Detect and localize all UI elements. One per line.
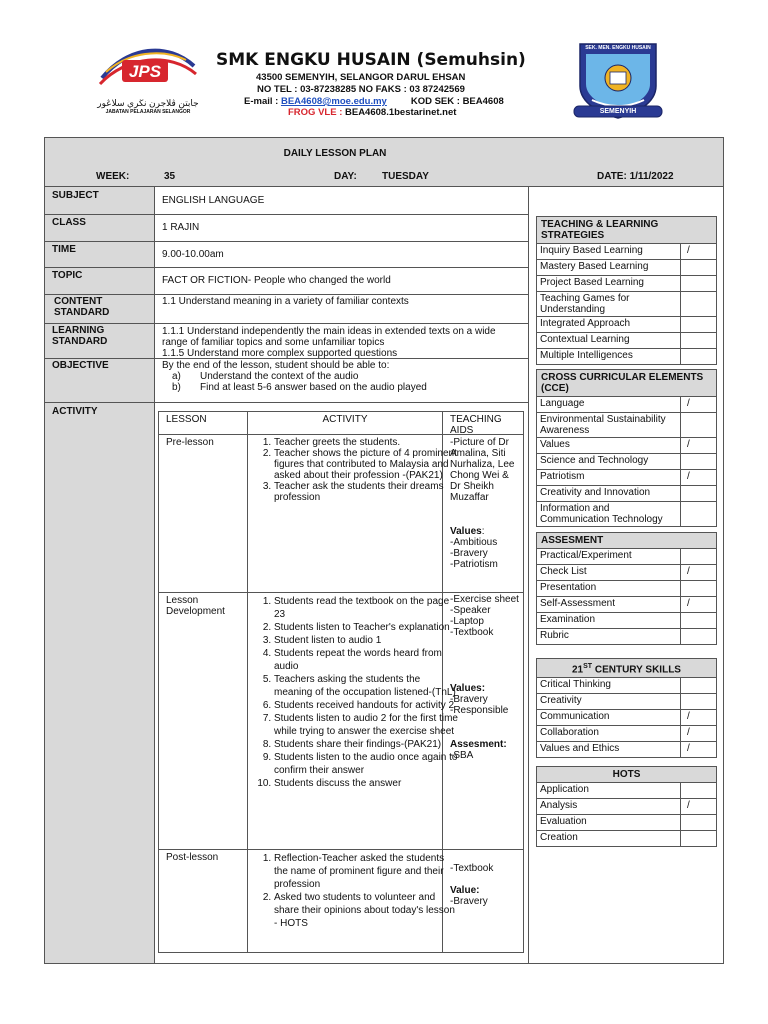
list-item: 1. Teacher greets the students. [274, 437, 460, 448]
list-item: 10. Students discuss the answer [274, 777, 460, 790]
list-item: 7. Students listen to audio 2 for the first time while trying to answer the exercise sheet [274, 712, 460, 738]
table-row: Application [537, 783, 717, 799]
crest-bottom-text: SEMENYIH [599, 108, 637, 115]
check-cell[interactable] [681, 276, 717, 292]
jps-logo [98, 40, 198, 100]
list-item: 5. Teachers asking the students the meaning of the occupation listened-(TnL) [274, 673, 460, 699]
check-cell[interactable] [681, 815, 717, 831]
check-cell[interactable]: / [681, 597, 717, 613]
table-row: Check List / [537, 565, 717, 581]
school-phone: NO TEL : 03-87238285 NO FAKS : 03 87242569 [257, 84, 465, 95]
assessment-title: ASSESMENT [537, 533, 717, 549]
check-cell[interactable]: / [681, 470, 717, 486]
check-cell[interactable] [681, 581, 717, 597]
list-item: 9. Students listen to the audio once again to confirm their answer [274, 751, 460, 777]
check-cell[interactable] [681, 454, 717, 470]
check-cell[interactable] [681, 333, 717, 349]
table-row: Examination [537, 613, 717, 629]
check-cell[interactable] [681, 678, 717, 694]
check-cell[interactable] [681, 486, 717, 502]
check-cell[interactable]: / [681, 565, 717, 581]
strategies-title: TEACHING & LEARNING STRATEGIES [537, 217, 717, 244]
table-row: Information and Communication Technology [537, 502, 717, 527]
check-cell[interactable] [681, 831, 717, 847]
check-cell[interactable]: / [681, 726, 717, 742]
table-row: Creativity and Innovation [537, 486, 717, 502]
crest-top-text: SEK. MEN. ENGKU HUSAIN [585, 45, 651, 51]
topic-value: FACT OR FICTION- People who changed the world [162, 275, 391, 286]
jabatan-text: JABATAN PELAJARAN SELANGOR [105, 109, 191, 115]
objective-value: By the end of the lesson, student should be able to: a) Understand the context of the audio b) Find at least 5-6 answer based on the audio played [162, 360, 427, 393]
skills-table [536, 658, 717, 758]
list-item: 6. Students received handouts for activity 2 [274, 699, 460, 712]
list-item: 1. Reflection-Teacher asked the students the name of prominent figure and their profession [274, 852, 460, 891]
list-item: 3. Teacher ask the students their dreams profession [274, 481, 460, 503]
school-name: SMK ENGKU HUSAIN (Semuhsin) [216, 50, 526, 70]
table-row: Values / [537, 438, 717, 454]
check-cell[interactable] [681, 549, 717, 565]
table-row: Self-Assessment / [537, 597, 717, 613]
frog-label: FROG VLE : [288, 107, 345, 118]
topic-label: TOPIC [52, 270, 83, 281]
strategies-table [536, 216, 717, 365]
date-value: DATE: 1/11/2022 [597, 171, 674, 182]
day-label: DAY: [334, 171, 357, 182]
table-row: Inquiry Based Learning / [537, 244, 717, 260]
table-row: Language / [537, 397, 717, 413]
check-cell[interactable] [681, 349, 717, 365]
learning-standard-value: 1.1.1 Understand independently the main ideas in extended texts on a wide range of familiar topics and some unfamiliar topics 1.1.5 Understand more complex supported questions [162, 326, 496, 359]
table-row: Integrated Approach [537, 317, 717, 333]
school-email-line [244, 96, 564, 107]
table-row: Contextual Learning [537, 333, 717, 349]
plan-title: DAILY LESSON PLAN [283, 148, 387, 159]
jps-logo-graphic [98, 40, 198, 100]
check-cell[interactable]: / [681, 710, 717, 726]
dev-values: Values: -Bravery -Responsible [450, 683, 509, 716]
check-cell[interactable] [681, 629, 717, 645]
class-value: 1 RAJIN [162, 222, 200, 233]
subject-value: ENGLISH LANGUAGE [162, 195, 265, 206]
check-cell[interactable] [681, 613, 717, 629]
pre-lesson-stage: Pre-lesson [166, 437, 214, 448]
subject-label: SUBJECT [52, 190, 99, 201]
table-row: Teaching Games for Understanding [537, 292, 717, 317]
letterhead [0, 0, 768, 130]
table-row: Multiple Intelligences [537, 349, 717, 365]
table-row: Project Based Learning [537, 276, 717, 292]
check-cell[interactable]: / [681, 799, 717, 815]
list-item: 2. Asked two students to volunteer and share their opinions about today's lesson - HOTS [274, 891, 460, 930]
frog-line [288, 107, 548, 118]
activity-label: ACTIVITY [52, 406, 98, 417]
school-code: KOD SEK : BEA4608 [410, 96, 504, 107]
cce-title: CROSS CURRICULAR ELEMENTS (CCE) [537, 370, 717, 397]
table-row: Patriotism / [537, 470, 717, 486]
check-cell[interactable] [681, 694, 717, 710]
assessment-table [536, 532, 717, 645]
table-row: Science and Technology [537, 454, 717, 470]
table-row: Values and Ethics / [537, 742, 717, 758]
content-standard-value: 1.1 Understand meaning in a variety of familiar contexts [162, 296, 409, 307]
post-lesson-aids: -Textbook [450, 863, 494, 874]
post-lesson-stage: Post-lesson [166, 852, 219, 863]
check-cell[interactable]: / [681, 742, 717, 758]
objective-label: OBJECTIVE [52, 360, 109, 371]
pre-lesson-values: Values: -Ambitious -Bravery -Patriotism [450, 526, 498, 570]
activity-header-aids: TEACHING AIDS [450, 414, 502, 436]
table-row: Collaboration / [537, 726, 717, 742]
hots-table [536, 766, 717, 847]
check-cell[interactable] [681, 260, 717, 276]
jps-logo-text: JPS [128, 62, 162, 81]
list-item: 2. Students listen to Teacher's explanation [274, 621, 460, 634]
dev-assessment: Assesment: -SBA [450, 739, 507, 761]
jawi-text: جابتن ڤلاجرن نڬري سلاڠور [97, 98, 199, 108]
time-value: 9.00-10.00am [162, 249, 224, 260]
hots-title: HOTS [537, 767, 717, 783]
time-label: TIME [52, 244, 76, 255]
list-item: 8. Students share their findings-(PAK21) [274, 738, 460, 751]
check-cell[interactable]: / [681, 244, 717, 260]
content-standard-label: CONTENT STANDARD [54, 296, 110, 318]
school-address: 43500 SEMENYIH, SELANGOR DARUL EHSAN [256, 72, 466, 83]
activity-header-lesson: LESSON [166, 414, 207, 425]
pre-lesson-steps [252, 437, 460, 503]
email-label: E-mail : [244, 96, 281, 107]
week-value: 35 [164, 171, 176, 182]
learning-standard-label: LEARNING STANDARD [52, 325, 108, 347]
list-item: 4. Students repeat the words heard from audio [274, 647, 460, 673]
table-row: Creation [537, 831, 717, 847]
table-row: Communication / [537, 710, 717, 726]
table-row: Mastery Based Learning [537, 260, 717, 276]
table-row: Rubric [537, 629, 717, 645]
table-row: Practical/Experiment [537, 549, 717, 565]
activity-header-activity: ACTIVITY [322, 414, 368, 425]
email-link[interactable]: BEA4608@moe.edu.my [280, 96, 387, 107]
pre-lesson-aids: -Picture of Dr Amalina, Siti Nurhaliza, Lee Chong Wei & Dr Sheikh Muzaffar [450, 437, 515, 503]
table-row: Analysis / [537, 799, 717, 815]
list-item: 1. Students read the textbook on the page 23 [274, 595, 460, 621]
table-row: Environmental Sustainability Awareness [537, 413, 717, 438]
post-lesson-value: Value: -Bravery [450, 885, 488, 907]
post-lesson-steps [252, 852, 460, 930]
table-row: Presentation [537, 581, 717, 597]
table-row: Critical Thinking [537, 678, 717, 694]
list-item: 2. Teacher shows the picture of 4 prominent figures that contributed to Malaysia and asked about their profession -(PAK21) [274, 448, 460, 481]
check-cell[interactable] [681, 413, 717, 438]
cce-table [536, 369, 717, 527]
check-cell[interactable] [681, 317, 717, 333]
frog-url[interactable]: BEA4608.1bestarinet.net [345, 107, 457, 118]
check-cell[interactable]: / [681, 438, 717, 454]
check-cell[interactable]: / [681, 397, 717, 413]
week-label: WEEK: [96, 171, 130, 182]
class-label: CLASS [52, 217, 86, 228]
check-cell[interactable] [681, 292, 717, 317]
dev-stage: Lesson Development [166, 595, 225, 617]
check-cell[interactable] [681, 502, 717, 527]
list-item: 3. Student listen to audio 1 [274, 634, 460, 647]
table-row: Evaluation [537, 815, 717, 831]
day-value: TUESDAY [382, 171, 429, 182]
dev-aids: -Exercise sheet -Speaker -Laptop -Textbook [450, 594, 519, 638]
table-row: Creativity [537, 694, 717, 710]
school-crest [572, 40, 664, 120]
check-cell[interactable] [681, 783, 717, 799]
dev-steps [252, 595, 460, 790]
skills-title: 21ST CENTURY SKILLS [537, 659, 717, 678]
